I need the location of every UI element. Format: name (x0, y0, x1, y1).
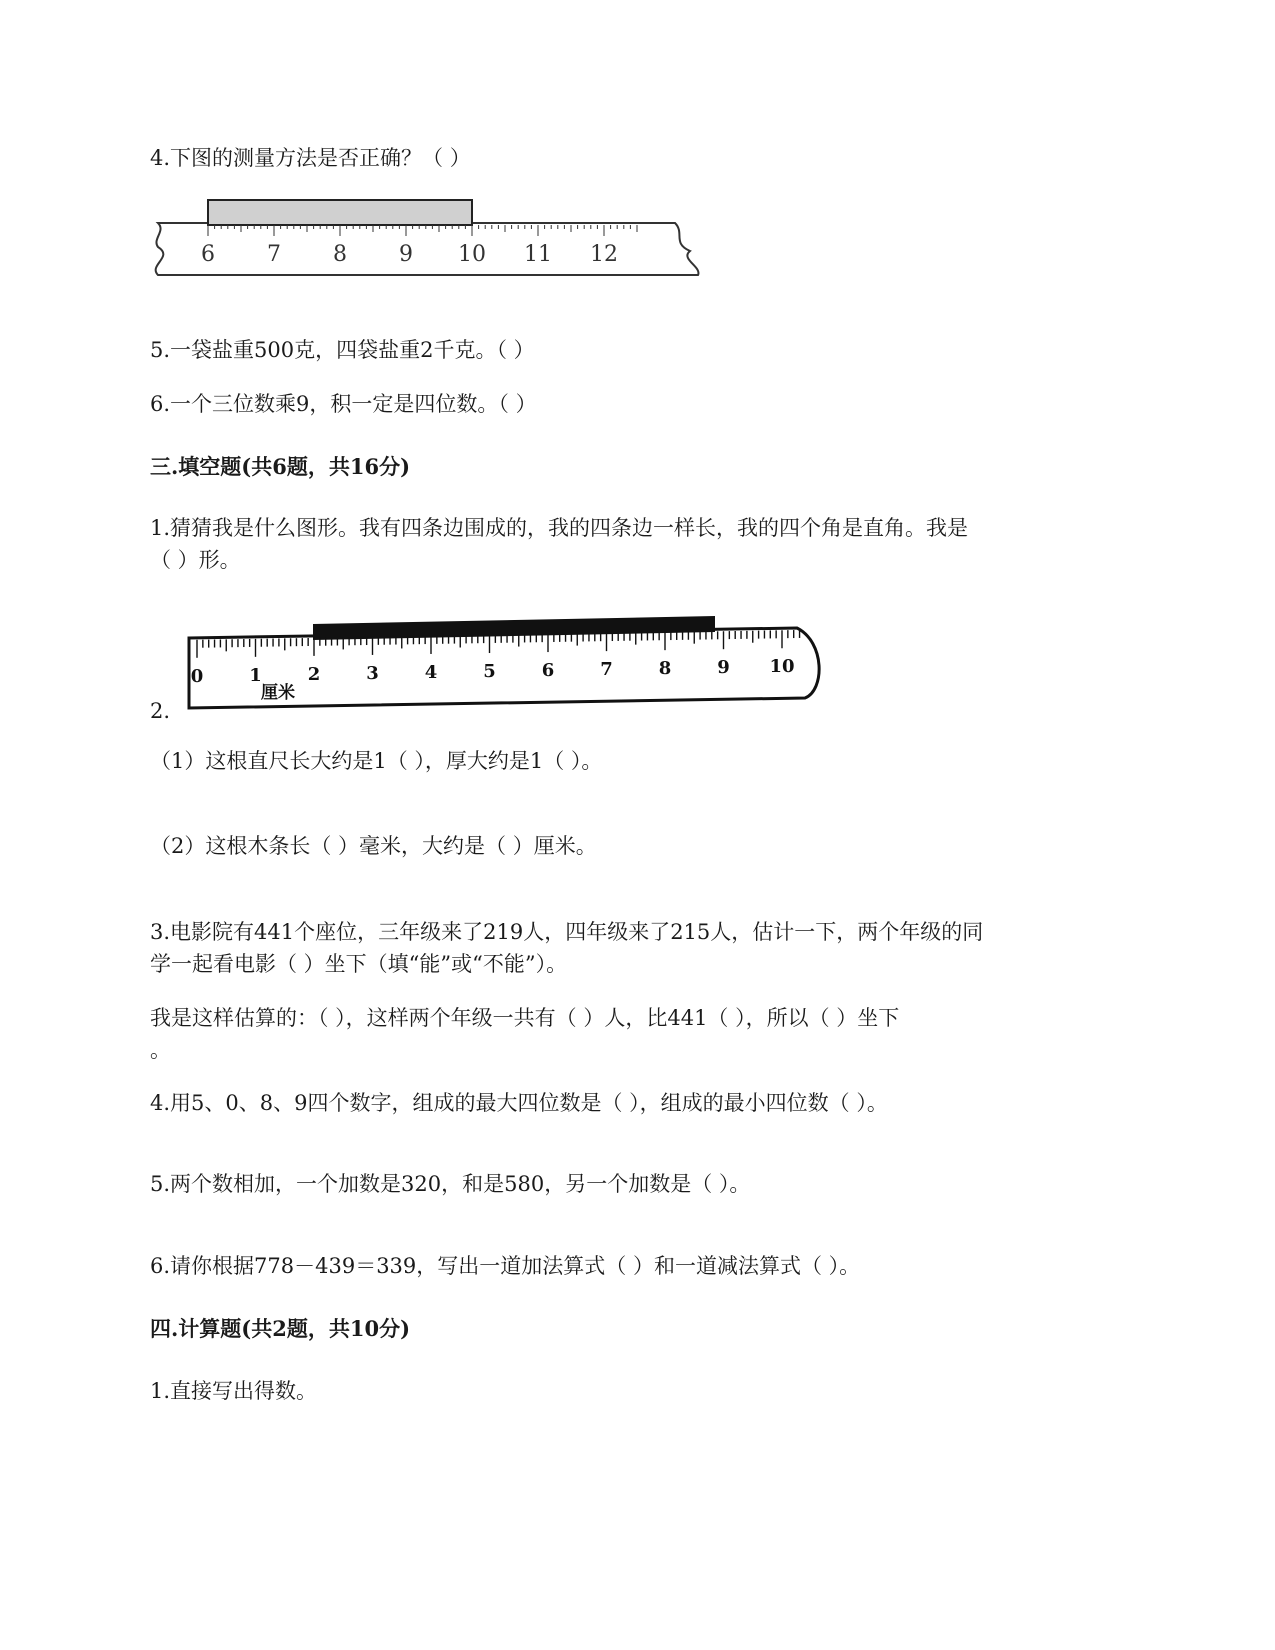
ruler-label: 8 (658, 658, 672, 680)
ruler-label: 5 (483, 661, 496, 683)
fill-question-2-label: 2. (150, 699, 171, 723)
section-title-fill-blank: 三.填空题(共6题，共16分) (150, 454, 411, 479)
measured-bar (208, 200, 472, 225)
ruler-label: 2 (307, 663, 321, 685)
fill-question-2-sub-1: （1）这根直尺长大约是1（ ），厚大约是1（ ）。 (150, 749, 603, 773)
ruler-label: 3 (366, 662, 379, 684)
question-5: 5.一袋盐重500克，四袋盐重2千克。（ ） (150, 338, 535, 362)
fill-question-1-line-1: 1.猜猜我是什么图形。我有四条边围成的，我的四条边一样长，我的四个角是直角。我是 (150, 516, 969, 540)
fill-question-3-line-2: 学一起看电影（ ）坐下（填“能”或“不能”）。 (150, 952, 568, 976)
fill-question-3-line-1: 3.电影院有441个座位，三年级来了219人，四年级来了215人，估计一下，两个年级的同 (150, 920, 984, 944)
ruler-label: 7 (267, 242, 281, 267)
question-4: 4.下图的测量方法是否正确？（ ） (150, 146, 471, 170)
fill-question-3-line-4: 。 (150, 1038, 171, 1062)
ruler-label: 6 (541, 660, 555, 682)
ruler-label: 4 (424, 661, 438, 683)
fill-question-3-line-3: 我是这样估算的：（ ），这样两个年级一共有（ ）人，比441（ ），所以（ ）坐下 (150, 1006, 900, 1030)
ruler-label: 12 (590, 242, 618, 267)
ruler-label: 9 (717, 657, 730, 679)
question-6: 6.一个三位数乘9，积一定是四位数。（ ） (150, 392, 537, 416)
ruler-label: 11 (524, 242, 552, 267)
ruler-figure-2 (185, 612, 825, 717)
ruler-label: 8 (333, 242, 347, 267)
fill-question-5: 5.两个数相加，一个加数是320，和是580，另一个加数是（ ）。 (150, 1172, 751, 1196)
fill-question-2-sub-2: （2）这根木条长（ ）毫米，大约是（ ）厘米。 (150, 834, 597, 858)
ruler-unit-label: 厘米 (261, 683, 295, 703)
calc-question-1: 1.直接写出得数。 (150, 1379, 318, 1403)
section-title-calculation: 四.计算题(共2题，共10分) (150, 1316, 411, 1341)
ruler-label: 1 (249, 664, 262, 686)
ruler-figure-1 (150, 195, 710, 280)
fill-question-1-line-2: （ ）形。 (150, 548, 241, 572)
ruler-label: 0 (190, 665, 204, 687)
fill-question-6: 6.请你根据778－439＝339，写出一道加法算式（ ）和一道减法算式（ ）。 (150, 1254, 861, 1278)
ruler-label: 9 (399, 242, 413, 267)
ruler-label: 6 (201, 242, 215, 267)
ruler-label: 7 (600, 659, 613, 681)
fill-question-4: 4.用5、0、8、9四个数字，组成的最大四位数是（ ），组成的最小四位数（ ）。 (150, 1091, 888, 1115)
ruler-label: 10 (769, 656, 795, 678)
ruler-label: 10 (458, 242, 486, 267)
